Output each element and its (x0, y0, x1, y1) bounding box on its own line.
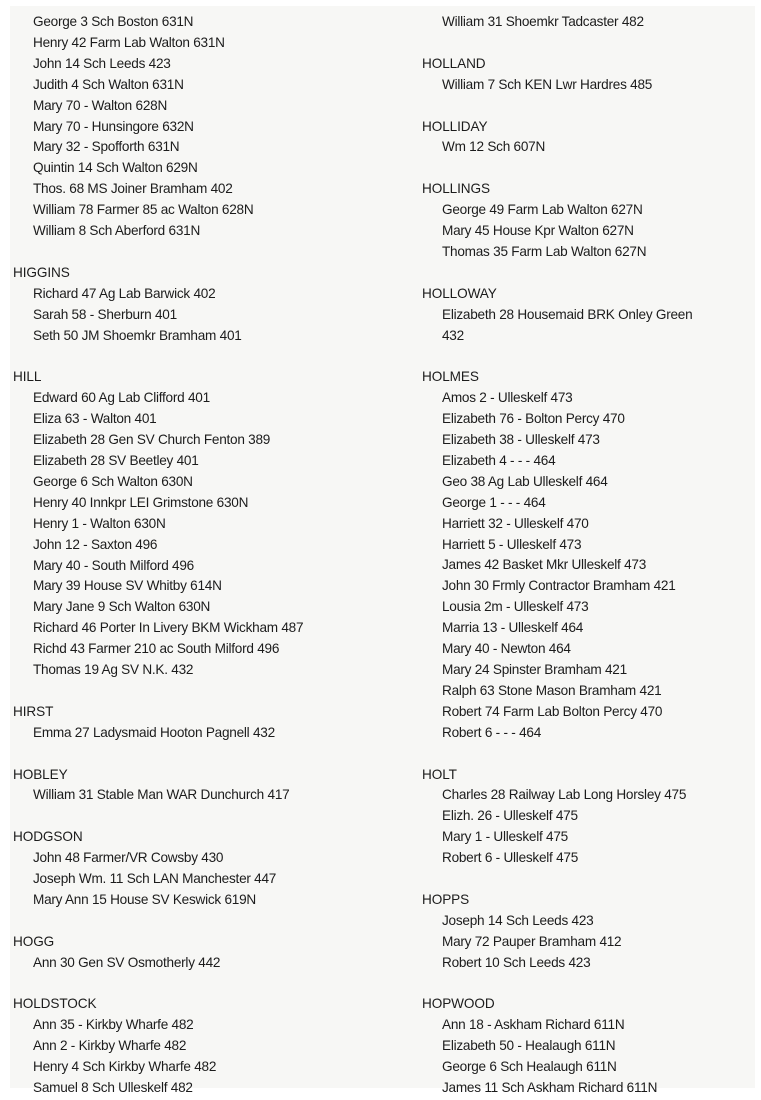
person-entry: Ralph 63 Stone Mason Bramham 421 (442, 682, 662, 698)
section-gap (414, 263, 754, 284)
surname-heading: HOLDSTOCK (13, 996, 97, 1012)
surname-heading: HOLLAND (422, 55, 486, 71)
surname-heading: HODGSON (13, 829, 83, 845)
surname-heading: HIRST (13, 703, 54, 719)
person-entry: James 42 Basket Mkr Ulleskelf 473 (442, 557, 647, 573)
person-entry: John 30 Frmly Contractor Bramham 421 (442, 578, 676, 594)
person-entry: William 31 Stable Man WAR Dunchurch 417 (33, 787, 290, 803)
person-entry: William 7 Sch KEN Lwr Hardres 485 (442, 76, 653, 92)
person-entry: Thomas 19 Ag SV N.K. 432 (33, 662, 194, 678)
person-entry: Mary 70 - Walton 628N (33, 97, 168, 113)
person-entry: Emma 27 Ladysmaid Hooton Pagnell 432 (33, 724, 275, 740)
person-entry: Henry 40 Innkpr LEI Grimstone 630N (33, 494, 249, 510)
person-entry: Ann 18 - Askham Richard 611N (442, 1017, 625, 1033)
person-entry: Richard 46 Porter In Livery BKM Wickham 487 (33, 620, 304, 636)
person-entry: Wm 12 Sch 607N (442, 139, 546, 155)
section-gap (10, 346, 410, 367)
person-entry: Lousia 2m - Ulleskelf 473 (442, 599, 589, 615)
person-entry: Mary 40 - Newton 464 (442, 641, 571, 657)
surname-heading: HOLLIDAY (422, 118, 488, 134)
person-entry: Mary Jane 9 Sch Walton 630N (33, 599, 211, 615)
person-entry: George 49 Farm Lab Walton 627N (442, 202, 643, 218)
person-entry: Harriett 5 - Ulleskelf 473 (442, 536, 582, 552)
person-entry: Elizabeth 28 Housemaid BRK Onley Green (442, 306, 693, 322)
surname-heading: HOLT (422, 766, 457, 782)
person-entry: Richard 47 Ag Lab Barwick 402 (33, 285, 216, 301)
person-entry: Mary 72 Pauper Bramham 412 (442, 933, 622, 949)
person-entry: John 12 - Saxton 496 (33, 536, 158, 552)
person-entry: Eliza 63 - Walton 401 (33, 411, 157, 427)
person-entry: Robert 6 - Ulleskelf 475 (442, 850, 579, 866)
person-entry: Mary 39 House SV Whitby 614N (33, 578, 222, 594)
person-entry: George 3 Sch Boston 631N (33, 14, 194, 29)
person-entry: Joseph Wm. 11 Sch LAN Manchester 447 (33, 871, 277, 887)
person-entry: Elizabeth 76 - Bolton Percy 470 (442, 411, 625, 427)
person-entry: Henry 1 - Walton 630N (33, 515, 166, 531)
surname-heading: HOLMES (422, 369, 479, 385)
person-entry: Geo 38 Ag Lab Ulleskelf 464 (442, 473, 608, 489)
person-entry: Mary 45 House Kpr Walton 627N (442, 223, 634, 239)
person-entry: Elizabeth 28 Gen SV Church Fenton 389 (33, 432, 271, 448)
person-entry: Henry 4 Sch Kirkby Wharfe 482 (33, 1059, 217, 1075)
person-entry: William 78 Farmer 85 ac Walton 628N (33, 202, 254, 218)
surname-heading: HIGGINS (13, 264, 70, 280)
person-entry: Ann 35 - Kirkby Wharfe 482 (33, 1017, 194, 1033)
person-entry: Mary 70 - Hunsingore 632N (33, 118, 194, 134)
section-gap (414, 96, 754, 117)
section-gap (10, 744, 410, 765)
section-gap (414, 158, 754, 179)
section-gap (414, 974, 754, 995)
section-gap (414, 869, 754, 890)
person-entry: 432 (442, 327, 464, 343)
surname-heading: HOGG (13, 933, 55, 949)
section-gap (414, 346, 754, 367)
person-entry: Robert 6 - - - 464 (442, 724, 542, 740)
section-gap (10, 681, 410, 702)
person-entry: Edward 60 Ag Lab Clifford 401 (33, 390, 210, 406)
person-entry: Elizh. 26 - Ulleskelf 475 (442, 808, 578, 824)
person-entry: Harriett 32 - Ulleskelf 470 (442, 515, 589, 531)
person-entry: Ann 30 Gen SV Osmotherly 442 (33, 954, 221, 970)
person-entry: Thos. 68 MS Joiner Bramham 402 (33, 181, 233, 197)
surname-heading: HOPWOOD (422, 996, 495, 1012)
person-entry: Amos 2 - Ulleskelf 473 (442, 390, 573, 406)
person-entry: Mary 1 - Ulleskelf 475 (442, 829, 568, 845)
section-gap (10, 911, 410, 932)
person-entry: James 11 Sch Askham Richard 611N (442, 1080, 658, 1096)
section-gap (414, 744, 754, 765)
person-entry: Mary 40 - South Milford 496 (33, 557, 194, 573)
person-entry: Mary 32 - Spofforth 631N (33, 139, 180, 155)
person-entry: John 14 Sch Leeds 423 (33, 55, 171, 71)
person-entry: Thomas 35 Farm Lab Walton 627N (442, 243, 647, 259)
person-entry: Robert 74 Farm Lab Bolton Percy 470 (442, 703, 663, 719)
document-page (10, 6, 755, 1096)
section-gap (10, 242, 410, 263)
left-column (10, 12, 410, 1099)
person-entry: George 6 Sch Healaugh 611N (442, 1059, 617, 1075)
surname-heading: HILL (13, 369, 42, 385)
person-entry: Quintin 14 Sch Walton 629N (33, 160, 198, 176)
person-entry: Mary 24 Spinster Bramham 421 (442, 662, 627, 678)
person-entry: Ann 2 - Kirkby Wharfe 482 (33, 1038, 187, 1054)
surname-heading: HOLLINGS (422, 181, 490, 197)
person-entry: Robert 10 Sch Leeds 423 (442, 954, 591, 970)
surname-heading: HOPPS (422, 891, 470, 907)
person-entry: Elizabeth 50 - Healaugh 611N (442, 1038, 616, 1054)
person-entry: George 1 - - - 464 (442, 494, 546, 510)
person-entry: John 48 Farmer/VR Cowsby 430 (33, 850, 224, 866)
person-entry: William 8 Sch Aberford 631N (33, 223, 201, 239)
section-gap (10, 974, 410, 995)
person-entry: Judith 4 Sch Walton 631N (33, 76, 184, 92)
person-entry: Elizabeth 28 SV Beetley 401 (33, 453, 199, 468)
section-gap (414, 33, 754, 54)
person-entry: Charles 28 Railway Lab Long Horsley 475 (442, 787, 687, 803)
person-entry: William 31 Shoemkr Tadcaster 482 (442, 14, 644, 29)
person-entry: George 6 Sch Walton 630N (33, 473, 193, 489)
person-entry: Elizabeth 4 - - - 464 (442, 452, 556, 468)
surname-heading: HOLLOWAY (422, 285, 497, 301)
person-entry: Richd 43 Farmer 210 ac South Milford 496 (33, 641, 280, 657)
person-entry: Seth 50 JM Shoemkr Bramham 401 (33, 327, 242, 343)
person-entry: Joseph 14 Sch Leeds 423 (442, 912, 594, 928)
right-column (414, 12, 754, 1099)
section-gap (10, 806, 410, 827)
person-entry: Henry 42 Farm Lab Walton 631N (33, 34, 225, 50)
person-entry: Sarah 58 - Sherburn 401 (33, 306, 177, 322)
person-entry: Samuel 8 Sch Ulleskelf 482 (33, 1080, 193, 1096)
person-entry: Elizabeth 38 - Ulleskelf 473 (442, 432, 600, 448)
person-entry: Mary Ann 15 House SV Keswick 619N (33, 891, 256, 907)
person-entry: Marria 13 - Ulleskelf 464 (442, 620, 584, 636)
surname-heading: HOBLEY (13, 766, 68, 782)
